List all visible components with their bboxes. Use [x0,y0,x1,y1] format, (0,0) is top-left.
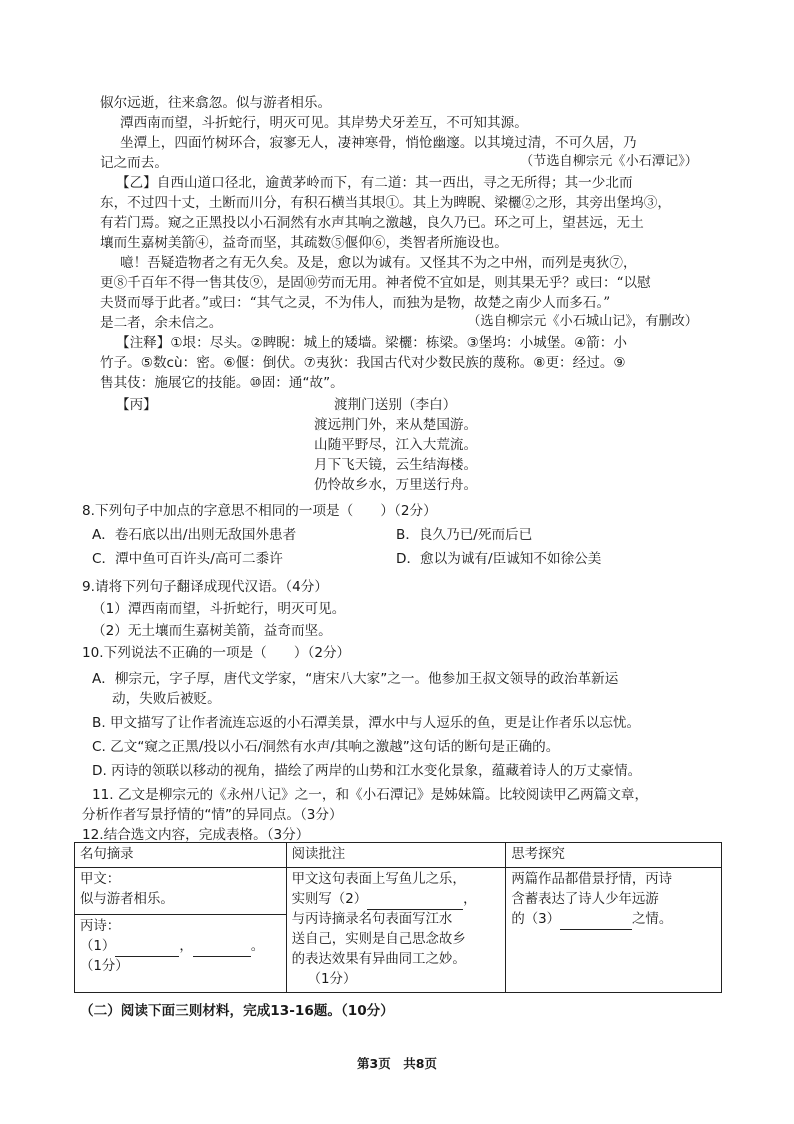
cell-text: 似与游者相乐。 [80,892,174,907]
table-cell-jia [75,868,287,915]
cell-text: 之情。 [632,912,673,927]
answer-blank-1a[interactable] [115,942,179,957]
cell-text: 甲文： [80,872,121,887]
cell-text: 的（3） [511,912,561,927]
table-header: 思考探究 [506,843,722,868]
yi-line: 更⑧千百年不得一售其伎⑨，是固⑩劳而无用。神者傥不宜如是，则其果无乎？或曰：“以慰 [100,275,651,291]
poem-line: 仍怜故乡水，万里送行舟。 [314,477,478,493]
cell-text: （1） [80,939,116,954]
yi-line: 壤而生嘉树美箭④，益奇而坚，其疏数⑤偃仰⑥，类智者所施设也。 [100,235,508,251]
cell-text: 的表达效果有异曲同工之妙。 [291,952,466,967]
yi-line: 有若门焉。窥之正黑投以小石洞然有水声其响之激越，良久乃已。环之可上，望甚远，无土 [100,215,644,231]
page-footer: 第3页 共8页 [357,1056,437,1071]
cell-text: 与丙诗摘录名句表面写江水 [291,912,453,927]
passage-line: 记之而去。 [100,155,168,171]
yi-line: 夫贤而辱于此者。”或曰：“其气之灵，不为伟人，而独为是物，故楚之南少人而多石。” [100,295,611,311]
note-line: 【注释】①垠：尽头。②睥睨：城上的矮墙。梁欐：栋梁。③堡坞：小城堡。④箭：小 [116,335,627,351]
source-yi: （选自柳宗元《小石城山记》，有删改） [467,314,698,329]
q8-option-d[interactable]: D．愈以为诚有/臣诚知不如徐公美 [396,551,602,567]
q10-option-a-cont: 动，失败后被贬。 [112,691,221,707]
question-12: 12.结合选文内容，完成表格。（3分） [82,827,310,843]
answer-table [74,842,722,993]
q9-item-2: （2）无土壤而生嘉树美箭，益奇而坚。 [92,623,332,639]
yi-line: 东，不过四十丈，土断而川分，有积石横当其垠①。其上为睥睨、梁欐②之形，其旁出堡坞③， [100,195,671,211]
q8-option-a[interactable]: A．卷石底以出/出则无敌国外患者 [92,527,297,543]
cell-text: （1分） [80,959,129,974]
question-8: 8.下列句子中加点的字意思不相同的一项是（ ）（2分） [82,503,437,519]
q10-option-d[interactable]: D. 丙诗的领联以移动的视角，描绘了两岸的山势和江水变化景象，蕴藏着诗人的万丈豪情。 [92,763,642,779]
question-9: 9.请将下列句子翻译成现代汉语。（4分） [82,579,328,595]
cell-text: （1分） [307,972,357,987]
question-10: 10.下列说法不正确的一项是（ ）（2分） [82,645,351,661]
source-jia: （节选自柳宗元《小石潭记》） [519,154,698,169]
poem-line: 山随平野尽，江入大荒流。 [314,437,478,453]
q9-item-1: （1）潭西南而望，斗折蛇行，明灭可见。 [92,601,346,617]
passage-line: 坐潭上，四面竹树环合，寂寥无人，凄神寒骨，悄怆幽邃。以其境过清，不可久居，乃 [120,135,637,151]
cell-line [80,937,281,957]
q10-option-b[interactable]: B. 甲文描写了让作者流连忘返的小石潭美景，潭水中与人逗乐的鱼，更是让作者乐以忘忧。 [92,715,641,731]
table-cell-annotation [286,868,506,993]
cell-text: 甲文这句表面上写鱼儿之乐， [291,872,466,887]
poem-title: 渡荆门送别（李白） [334,397,457,413]
passage-line: 俶尔远逝，往来翕忽。似与游者相乐。 [100,95,332,111]
note-line: 竹子。⑤数cù：密。⑥偃：倒伏。⑦夷狄：我国古代对少数民族的蔑称。⑧更：经过。⑨ [100,355,626,371]
poem-line: 渡远荆门外，来从楚国游。 [314,417,478,433]
poem-line: 月下飞天镜，云生结海楼。 [314,457,478,473]
yi-line: 噫！吾疑造物者之有无久矣。及是，愈以为诚有。又怪其不为之中州，而列是夷狄⑦， [120,255,637,271]
cell-text: 。 [250,939,265,954]
question-11-cont: 分析作者写景抒情的“情”的异同点。（3分） [82,807,343,823]
answer-blank-3[interactable] [560,915,632,930]
cell-text: ， [179,939,193,954]
yi-line: 【乙】自西山道口径北，逾黄茅岭而下，有二道：其一西出，寻之无所得；其一少北而 [116,175,633,191]
q8-option-c[interactable]: C．潭中鱼可百许头/高可二黍许 [92,551,283,567]
q10-option-a[interactable]: A．柳宗元，字子厚，唐代文学家，“唐宋八大家”之一。他参加王叔文领导的政治革新运 [92,671,619,687]
answer-blank-2[interactable] [367,895,463,910]
table-cell-thinking [506,868,722,993]
table-cell-bing [75,915,287,993]
question-11: 11. 乙文是柳宗元的《永州八记》之一，和《小石潭记》是姊妹篇。比较阅读甲乙两篇文章， [92,787,649,803]
table-header: 阅读批注 [286,843,506,868]
table-header: 名句摘录 [75,843,287,868]
cell-line [511,910,716,930]
cell-text: ， [463,892,477,907]
cell-text: 实则写（2） [291,892,368,907]
passage-line: 潭西南而望，斗折蛇行，明灭可见。其岸势犬牙差互，不可知其源。 [120,115,528,131]
bing-label: 【丙】 [116,397,157,413]
answer-blank-1b[interactable] [193,942,251,957]
yi-line: 是二者，余未信之。 [100,315,223,331]
q10-option-c[interactable]: C. 乙文“窥之正黑/投以小石/洞然有水声/其响之激越”这句话的断句是正确的。 [92,739,560,755]
note-line: 售其伎：施展它的技能。⑩固：通“故”。 [100,375,344,391]
cell-line [292,890,501,910]
section-2-heading: （二）阅读下面三则材料，完成13-16题。（10分） [80,1003,394,1019]
cell-text: 丙诗： [80,919,121,934]
cell-text: 含蓄表达了诗人少年远游 [511,892,659,907]
q8-option-b[interactable]: B．良久乃已/死而后已 [396,527,533,543]
cell-text: 送自己，实则是自己思念故乡 [291,932,466,947]
cell-text: 两篇作品都借景抒情，丙诗 [511,872,673,887]
